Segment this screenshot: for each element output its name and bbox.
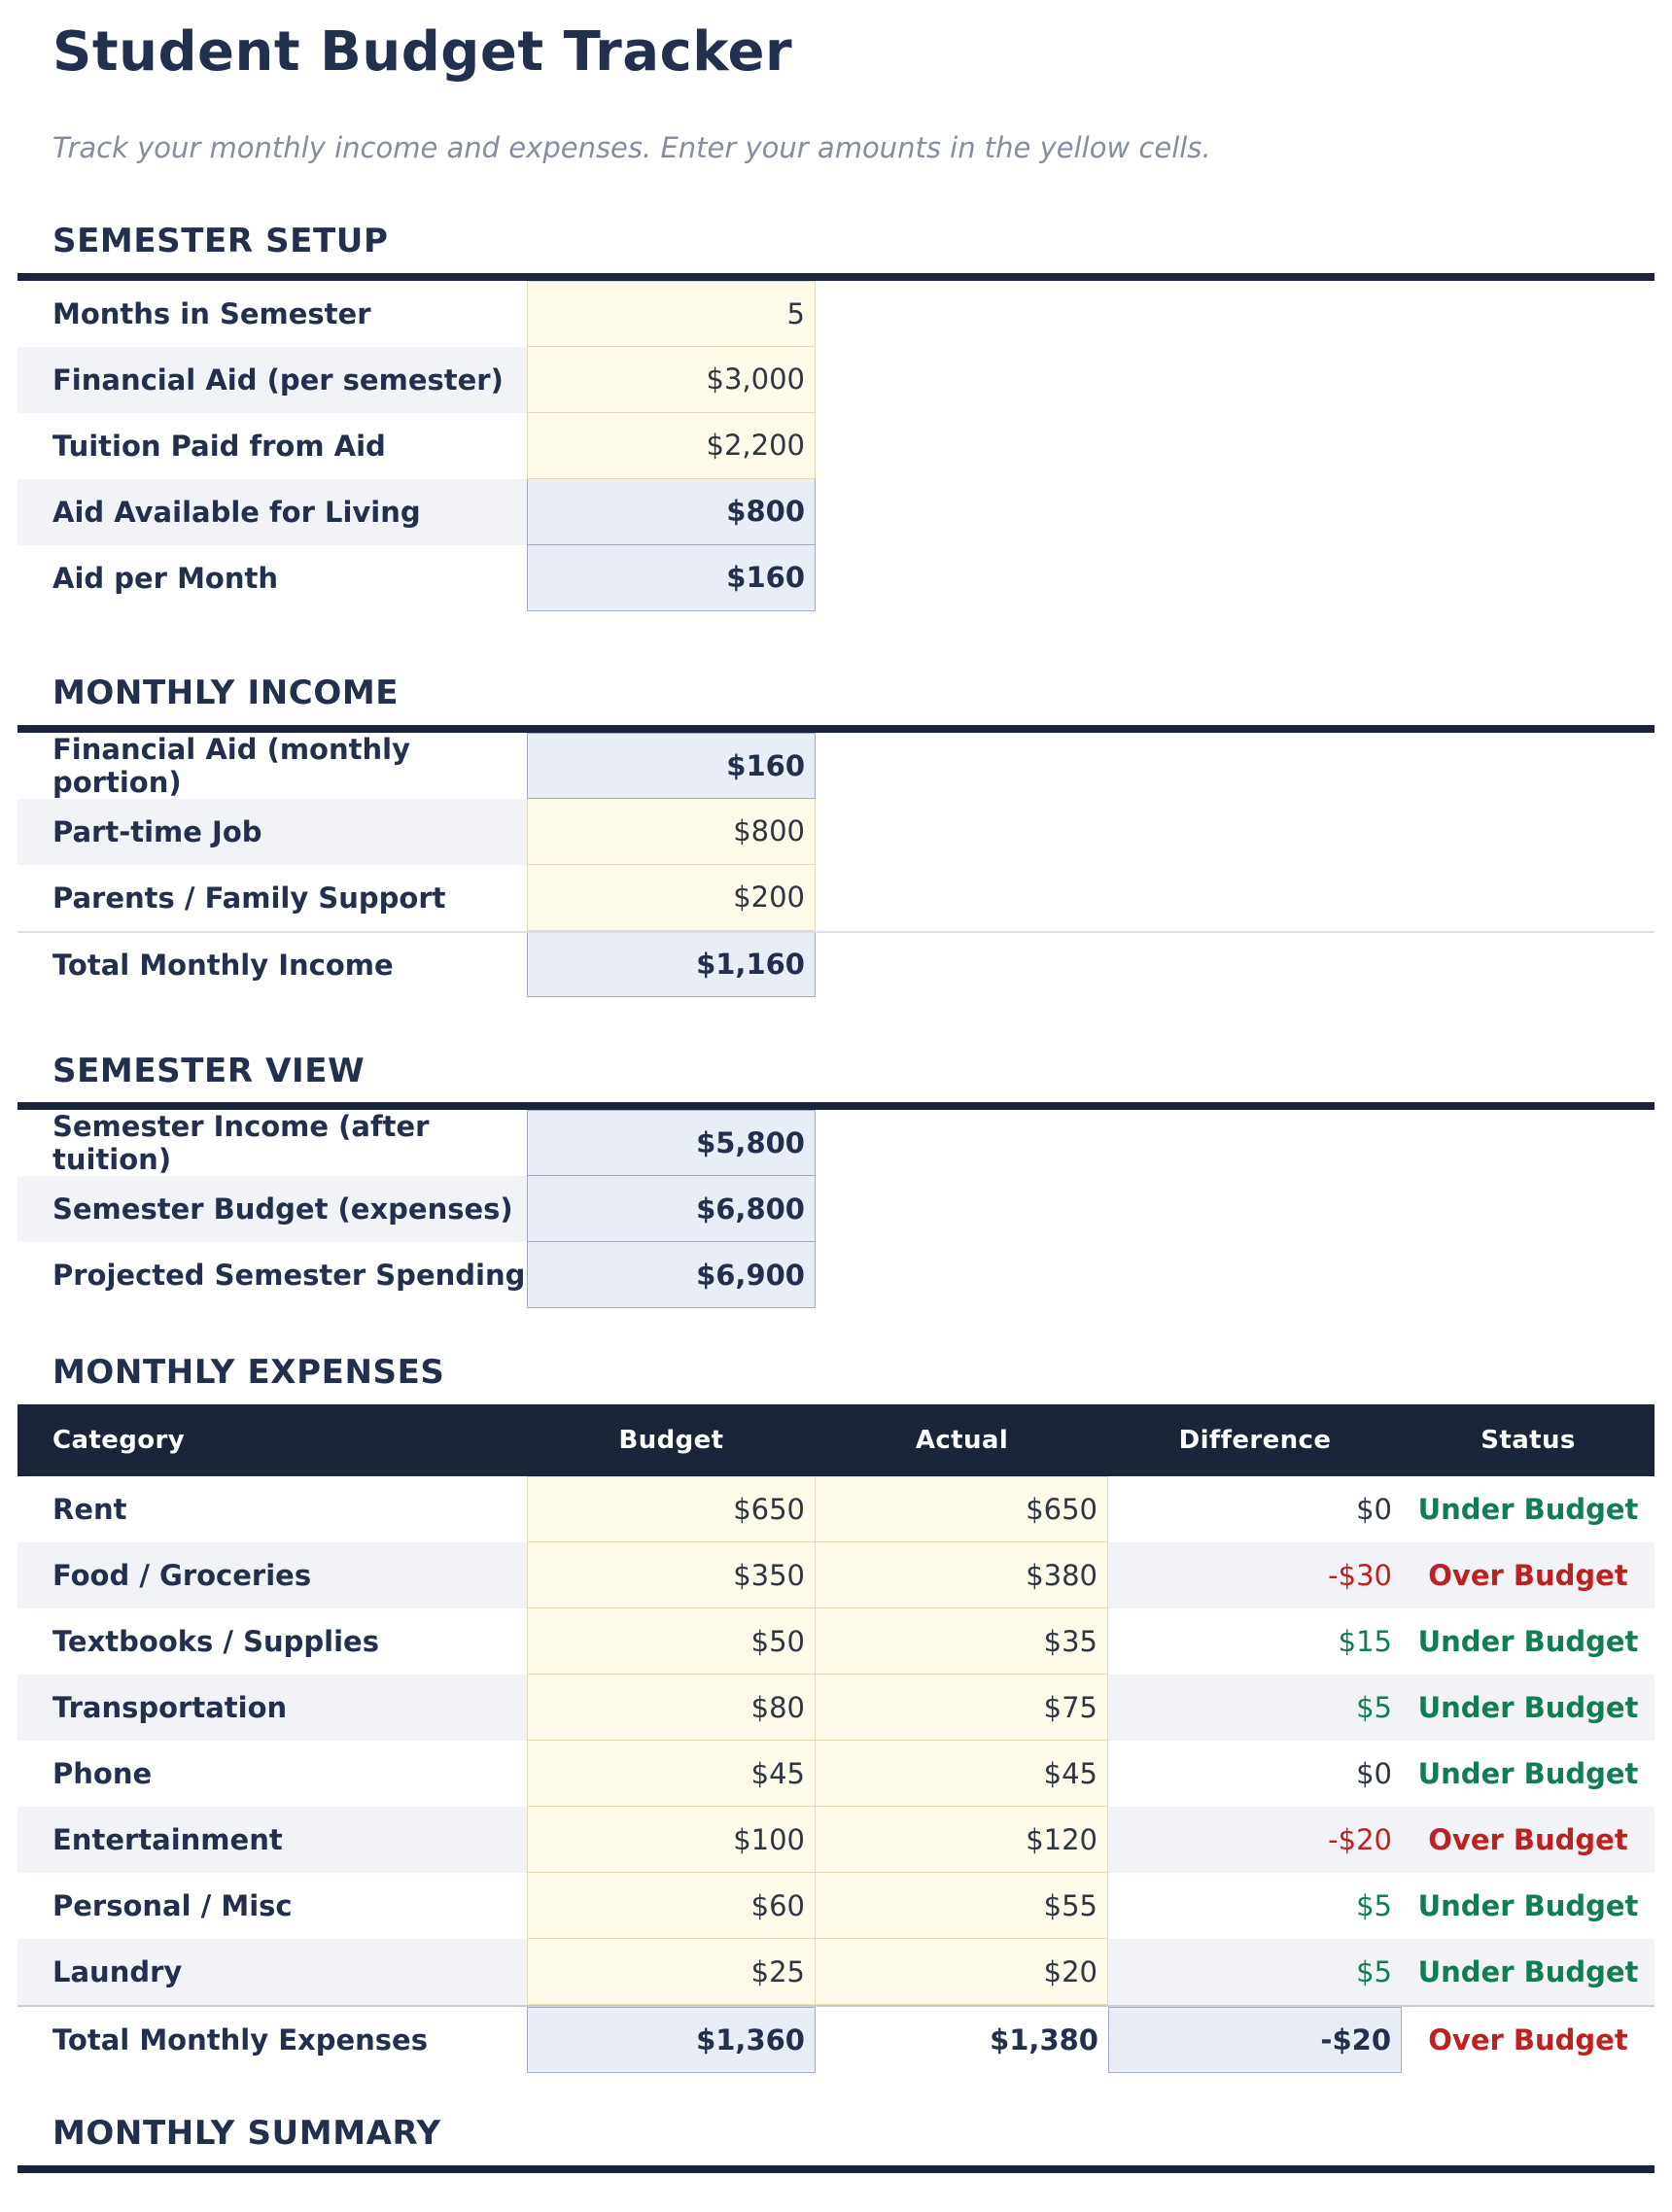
expenses-total-row [17,2005,1655,2073]
part-time-job-input-cell[interactable]: $800 [527,799,816,865]
row-filler [816,1176,1655,1242]
monthly-income-table [17,725,1655,997]
row-label: Tuition Paid from Aid [52,429,386,463]
row-label: Financial Aid (per semester) [17,347,527,413]
total-actual-value: $1,380 [990,2023,1098,2057]
category-label: Entertainment [52,1823,283,1857]
projected-spending-computed-cell: $6,900 [527,1242,816,1308]
section-heading-monthly-summary: MONTHLY SUMMARY [52,2114,441,2154]
expenses-header-row [17,1404,1655,1476]
row-filler [816,281,1655,347]
difference-value: -$20 [1328,1823,1392,1857]
difference-value: $0 [1356,1493,1392,1527]
category-label: Food / Groceries [52,1559,312,1593]
expense-row [17,1675,1655,1741]
budget-input-cell[interactable]: $100 [527,1807,816,1873]
semester-budget-computed-cell: $6,800 [527,1176,816,1242]
difference-value: $5 [1356,1889,1392,1923]
financial-aid-input-cell[interactable]: $3,000 [527,347,816,413]
expense-row [17,1476,1655,1542]
row-filler [816,347,1655,413]
row-filler [816,799,1655,865]
total-difference-computed-cell: -$20 [1108,2007,1402,2073]
status-badge: Under Budget [1417,1889,1639,1923]
row-label: Semester Income (after tuition) [52,1110,430,1177]
budget-input-cell[interactable]: $350 [527,1542,816,1608]
months-in-semester-input-cell[interactable]: 5 [527,281,816,347]
category-label: Rent [52,1493,127,1527]
section-heading-monthly-expenses: MONTHLY EXPENSES [52,1353,445,1393]
row-filler [816,933,1655,997]
table-row [17,1242,1655,1308]
actual-input-cell[interactable]: $650 [816,1476,1108,1542]
table-row [17,347,1655,413]
category-label: Textbooks / Supplies [52,1625,379,1659]
table-row [17,865,1655,931]
budget-input-cell[interactable]: $80 [527,1675,816,1741]
row-label: Months in Semester [52,296,371,330]
column-header-difference: Difference [1178,1426,1332,1456]
status-badge: Under Budget [1417,1757,1639,1791]
row-label: Semester Budget (expenses) [17,1176,527,1242]
table-row [17,1176,1655,1242]
family-support-input-cell[interactable]: $200 [527,865,816,931]
row-filler [816,545,1655,611]
column-header-budget: Budget [618,1426,724,1456]
row-label: Projected Semester Spending [52,1259,526,1293]
aid-per-month-computed-cell: $160 [527,545,816,611]
expense-row [17,1807,1655,1873]
aid-available-computed-cell: $800 [527,479,816,545]
section-heading-semester-setup: SEMESTER SETUP [52,221,389,260]
total-status-badge: Over Budget [1428,2023,1628,2057]
difference-value: $5 [1356,1955,1392,1989]
budget-input-cell[interactable]: $50 [527,1608,816,1675]
difference-value: $15 [1338,1625,1392,1659]
difference-value: -$30 [1328,1559,1392,1593]
actual-input-cell[interactable]: $35 [816,1608,1108,1675]
total-budget-computed-cell: $1,360 [527,2007,816,2073]
actual-input-cell[interactable]: $20 [816,1939,1108,2005]
difference-value: $0 [1356,1757,1392,1791]
row-filler [816,733,1655,799]
table-row [17,479,1655,545]
actual-input-cell[interactable]: $75 [816,1675,1108,1741]
actual-input-cell[interactable]: $120 [816,1807,1108,1873]
monthly-expenses-table [17,1404,1655,2073]
table-row-total [17,931,1655,997]
difference-value: $5 [1356,1691,1392,1725]
status-badge: Over Budget [1428,1559,1628,1593]
column-header-actual: Actual [915,1426,1009,1456]
table-row [17,799,1655,865]
total-income-computed-cell: $1,160 [527,933,816,997]
category-label: Laundry [52,1955,183,1989]
row-filler [816,479,1655,545]
expense-row [17,1741,1655,1807]
category-label: Transportation [52,1691,288,1725]
aid-monthly-computed-cell: $160 [527,733,816,799]
column-header-status: Status [1480,1426,1576,1456]
row-filler [816,1110,1655,1176]
table-row [17,733,1655,799]
row-label: Part-time Job [17,799,527,865]
row-label: Aid Available for Living [17,479,527,545]
status-badge: Under Budget [1417,1955,1639,1989]
row-filler [816,413,1655,479]
expense-row [17,1873,1655,1939]
page-title: Student Budget Tracker [52,20,793,84]
total-label: Total Monthly Expenses [52,2023,428,2057]
budget-input-cell[interactable]: $650 [527,1476,816,1542]
table-row [17,1110,1655,1176]
section-heading-monthly-income: MONTHLY INCOME [52,673,400,712]
semester-setup-table [17,273,1655,611]
status-badge: Under Budget [1417,1493,1639,1527]
tuition-paid-input-cell[interactable]: $2,200 [527,413,816,479]
row-label: Total Monthly Income [52,948,394,982]
column-header-category: Category [52,1426,186,1456]
row-label: Financial Aid (monthly portion) [52,732,410,799]
category-label: Personal / Misc [52,1889,293,1923]
expense-row [17,1542,1655,1608]
budget-input-cell[interactable]: $60 [527,1873,816,1939]
section-heading-semester-view: SEMESTER VIEW [52,1051,366,1090]
actual-input-cell[interactable]: $45 [816,1741,1108,1807]
monthly-summary-table-top-border [17,2165,1655,2173]
status-badge: Under Budget [1417,1691,1639,1725]
expense-row [17,1608,1655,1675]
budget-tracker-page [0,19,1672,2173]
status-badge: Over Budget [1428,1823,1628,1857]
semester-income-computed-cell: $5,800 [527,1110,816,1176]
semester-view-table [17,1102,1655,1308]
row-filler [816,1242,1655,1308]
status-badge: Under Budget [1417,1625,1639,1659]
category-label: Phone [52,1757,153,1791]
budget-input-cell[interactable]: $45 [527,1741,816,1807]
table-row [17,545,1655,611]
row-filler [816,865,1655,931]
row-label: Aid per Month [52,561,278,595]
budget-input-cell[interactable]: $25 [527,1939,816,2005]
actual-input-cell[interactable]: $55 [816,1873,1108,1939]
row-label: Parents / Family Support [52,881,446,915]
table-row [17,281,1655,347]
actual-input-cell[interactable]: $380 [816,1542,1108,1608]
table-row [17,413,1655,479]
page-subtitle: Track your monthly income and expenses. Enter your amounts in the yellow cells. [52,131,1211,165]
expense-row [17,1939,1655,2005]
